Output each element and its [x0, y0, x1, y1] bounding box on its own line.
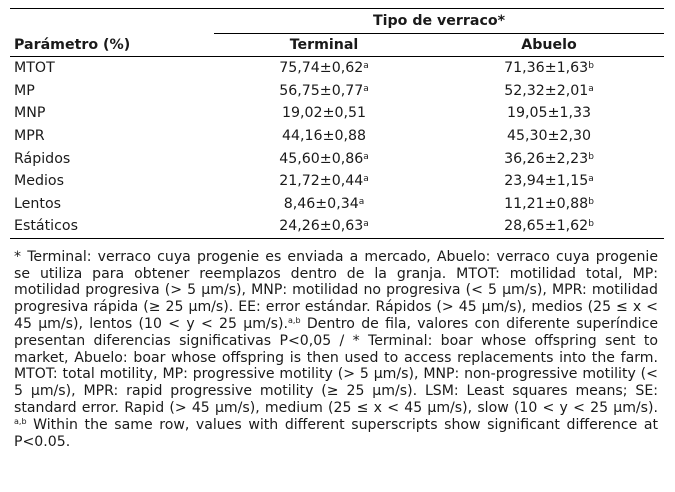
- group-header: Tipo de verraco*: [214, 9, 664, 34]
- abuelo-value-cell: [434, 193, 664, 216]
- abuelo-value: 45,30±2,30: [506, 128, 592, 145]
- terminal-superscript: a: [358, 196, 365, 207]
- abuelo-superscript: b: [588, 219, 594, 230]
- table-row: [10, 125, 664, 148]
- parameter-name: Medios: [14, 173, 64, 190]
- footnote-text-1: * Terminal: verraco cuya progenie es enviada a mercado, Abuelo: verraco cuya progenie se utiliza para obtener reemplazos dentro de la granja. MTOT: motilidad total, MP: motilidad progresiva (> 5 µm/s), MNP: motilidad no progresiva (< 5 µm/s), MPR: motilidad progresiva rápida (≥ 25 µm/s). EE: error estándar. Rápidos (> 45 µm/s), medios (25 ≤ x < 45 µm/s), lentos (10 < y < 25 µm/s).: [14, 248, 658, 332]
- abuelo-value: 52,32±2,01: [504, 82, 589, 99]
- terminal-header: Terminal: [214, 34, 434, 57]
- terminal-value-cell: [214, 125, 434, 148]
- terminal-value-cell: [214, 193, 434, 216]
- abuelo-value-cell: [434, 147, 664, 170]
- motility-table: [10, 8, 664, 239]
- terminal-superscript: a: [363, 174, 369, 185]
- footnote-superscript-1: a,b: [288, 315, 301, 325]
- footnote: [10, 249, 664, 451]
- terminal-value: 45,60±0,86: [279, 150, 364, 167]
- terminal-value-cell: [214, 102, 434, 125]
- column-header-row: [10, 34, 664, 57]
- table-row: [10, 147, 664, 170]
- abuelo-value: 19,05±1,33: [506, 105, 592, 122]
- parameter-name: Estáticos: [10, 215, 214, 238]
- abuelo-value-cell: [434, 57, 664, 80]
- terminal-value: 44,16±0,88: [281, 128, 367, 145]
- terminal-value: 19,02±0,51: [281, 105, 367, 122]
- abuelo-value-cell: [434, 80, 664, 103]
- table-row: [10, 215, 664, 238]
- terminal-value-cell: [214, 215, 434, 238]
- abuelo-value: 11,21±0,88: [504, 195, 589, 212]
- abuelo-value: 71,36±1,63: [504, 60, 589, 77]
- parameter-name: MTOT: [14, 60, 55, 77]
- abuelo-superscript: b: [588, 61, 594, 72]
- header-spacer: [10, 9, 214, 34]
- abuelo-value-cell: [434, 125, 664, 148]
- terminal-value-cell: [214, 57, 434, 80]
- table-row: [10, 170, 664, 193]
- parameter-name: MNP: [14, 105, 46, 122]
- abuelo-value: 23,94±1,15: [504, 173, 589, 190]
- abuelo-header: Abuelo: [434, 34, 664, 57]
- table-row: [10, 80, 664, 103]
- terminal-value-cell: [214, 170, 434, 193]
- parameter-name: Lentos: [14, 195, 62, 212]
- terminal-value: 21,72±0,44: [279, 173, 364, 190]
- abuelo-superscript: a: [588, 83, 594, 94]
- table-row: [10, 57, 664, 80]
- group-header-row: [10, 9, 664, 34]
- terminal-value: 24,26±0,63: [279, 218, 364, 235]
- abuelo-value: 36,26±2,23: [504, 150, 589, 167]
- table-row: [10, 193, 664, 216]
- terminal-superscript: a: [363, 61, 369, 72]
- terminal-value: 75,74±0,62: [279, 60, 364, 77]
- abuelo-superscript: a: [588, 174, 594, 185]
- parameter-name: MPR: [14, 128, 45, 145]
- terminal-superscript: a: [363, 83, 369, 94]
- footnote-text-3: Within the same row, values with different superscripts show significant difference at P<0.05.: [14, 416, 658, 450]
- footnote-superscript-2: a,b: [14, 416, 27, 426]
- terminal-value: 56,75±0,77: [279, 82, 364, 99]
- terminal-superscript: a: [363, 219, 369, 230]
- param-header: Parámetro (%): [10, 34, 214, 57]
- terminal-value-cell: [214, 147, 434, 170]
- table-row: [10, 102, 664, 125]
- terminal-superscript: a: [363, 151, 369, 162]
- terminal-value: 8,46±0,34: [283, 195, 359, 212]
- abuelo-value-cell: [434, 102, 664, 125]
- abuelo-value-cell: [434, 170, 664, 193]
- abuelo-value: 28,65±1,62: [504, 218, 589, 235]
- abuelo-superscript: b: [588, 196, 594, 207]
- abuelo-value-cell: [434, 215, 664, 238]
- terminal-value-cell: [214, 80, 434, 103]
- abuelo-superscript: b: [588, 151, 594, 162]
- parameter-name: MP: [14, 82, 35, 99]
- footnote-text-2: Dentro de fila, valores con diferente superíndice presentan diferencias significativas P<0,05 / * Terminal: boar whose offspring sent to market, Abuelo: boar whose offspring is then used to access replacements into the farm. MTOT: total motility, MP: progressive motility (> 5 µm/s), MNP: non-progressive motility (< 5 µm/s), MPR: rapid progressive motility (≥ 25 µm/s). LSM: Least squares means; SE: standard error. Rapid (> 45 µm/s), medium (25 ≤ x < 45 µm/s), slow (10 < y < 25 µm/s).: [14, 315, 659, 416]
- results-table-block: [10, 8, 664, 450]
- parameter-name: Rápidos: [14, 150, 71, 167]
